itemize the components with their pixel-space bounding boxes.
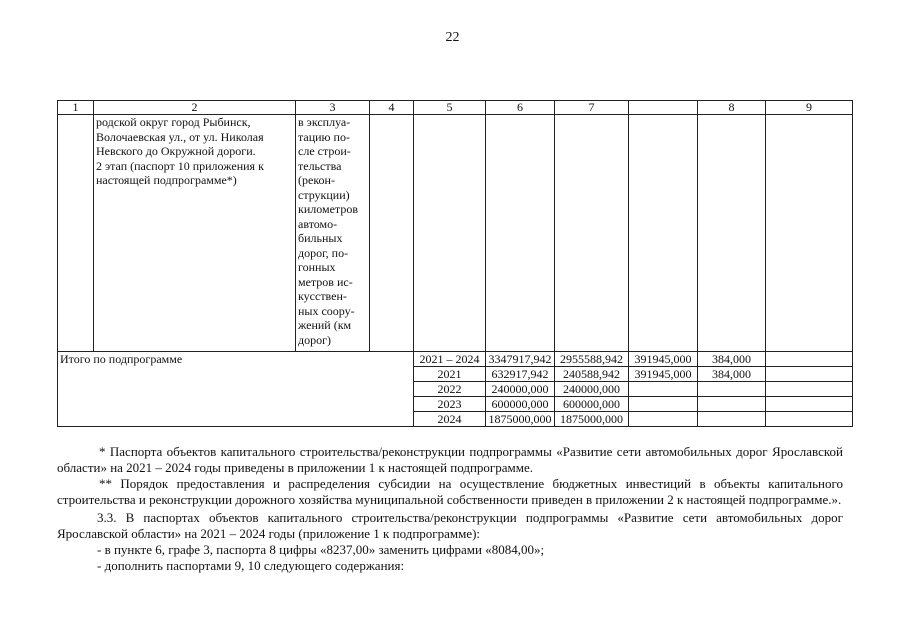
indicator-line: тельства: [298, 158, 342, 173]
table-row: [58, 115, 853, 352]
amount-cell: 1875000,000: [486, 412, 555, 427]
object-description-line: родской округ город Рыбинск,: [96, 115, 251, 129]
total-label: Итого по подпрограмме: [58, 352, 414, 427]
indicator-description: [296, 115, 370, 352]
indicator-line: жений (км: [298, 318, 352, 332]
indicator-line: сле строи-: [298, 144, 351, 158]
amount-cell: 240000,000: [486, 382, 555, 397]
table-header-row: [58, 101, 853, 115]
amount-cell: [629, 382, 698, 397]
indicator-line: струкции): [298, 187, 350, 202]
amount-cell: 384,000: [698, 352, 766, 367]
indicator-line: дорог): [298, 332, 332, 347]
page-number: 22: [445, 30, 460, 45]
object-description-line: Невского до Окружной дороги.: [96, 144, 256, 158]
amount-cell: 632917,942: [486, 367, 555, 382]
total-row: [58, 352, 853, 367]
amount-cell: [766, 382, 853, 397]
indicator-line: ных соору-: [298, 303, 355, 318]
amount-cell: [629, 397, 698, 412]
subprogram-table: [57, 100, 853, 427]
object-description-line: настоящей подпрограмме*): [96, 173, 237, 187]
amount-cell: [698, 382, 766, 397]
amount-cell: [766, 367, 853, 382]
list-item-2: - дополнить паспортами 9, 10 следующего содержания:: [97, 558, 405, 573]
section-3-3: 3.3. В паспортах объектов капитального строительства/реконструкции подпрограммы «Развитие сети автомобильных дорог Ярославской области» на 2021 – 2024 годы (приложение 1 к подпрограмме):: [57, 510, 843, 541]
indicator-line: дорог, по-: [298, 245, 349, 260]
amount-cell: 391945,000: [629, 367, 698, 382]
indicator-line: метров ис-: [298, 274, 353, 289]
header-cell: 2: [94, 101, 296, 115]
indicator-line: автомо-: [298, 216, 338, 231]
period-cell: 2022: [414, 382, 486, 397]
period-cell: 2024: [414, 412, 486, 427]
object-description-line: 2 этап (паспорт 10 приложения к: [96, 158, 264, 173]
amount-cell: [698, 397, 766, 412]
amount-cell: 600000,000: [486, 397, 555, 412]
amount-cell: 2955588,942: [555, 352, 629, 367]
amount-cell: 240588,942: [555, 367, 629, 382]
header-cell: 1: [58, 101, 94, 115]
indicator-line: тацию по-: [298, 129, 350, 144]
document-text: [57, 444, 843, 574]
amount-cell: 384,000: [698, 367, 766, 382]
header-cell: 8: [698, 101, 766, 115]
indicator-line: в эксплуа-: [298, 115, 351, 129]
list-item-1: - в пункте 6, графе 3, паспорта 8 цифры «8237,00» заменить цифрами «8084,00»;: [97, 542, 545, 557]
header-cell: [629, 101, 698, 115]
indicator-line: (рекон-: [298, 173, 335, 187]
amount-cell: 240000,000: [555, 382, 629, 397]
header-cell: 3: [296, 101, 370, 115]
amount-cell: [766, 412, 853, 427]
footnote-1: * Паспорта объектов капитального строительства/реконструкции подпрограммы «Развитие сети автомобильных дорог Ярославской области» на 2021 – 2024 годы приведены в приложении 1 к настоящей подпрограмме.: [57, 444, 843, 475]
period-cell: 2021 – 2024: [414, 352, 486, 367]
header-cell: 7: [555, 101, 629, 115]
amount-cell: [698, 412, 766, 427]
header-cell: 4: [370, 101, 414, 115]
amount-cell: 1875000,000: [555, 412, 629, 427]
indicator-line: бильных: [298, 231, 343, 245]
amount-cell: 3347917,942: [486, 352, 555, 367]
amount-cell: 600000,000: [555, 397, 629, 412]
header-cell: 6: [486, 101, 555, 115]
indicator-line: кусствен-: [298, 289, 347, 303]
header-cell: 9: [766, 101, 853, 115]
indicator-line: километров: [298, 202, 358, 216]
period-cell: 2021: [414, 367, 486, 382]
object-description-line: Волочаевская ул., от ул. Николая: [96, 129, 264, 144]
footnote-2: ** Порядок предоставления и распределения субсидии на осуществление бюджетных инвестиций в объекты капитального строительства и реконструкции дорожного хозяйства муниципальной собственности приведен в приложении 2 к настоящей подпрограмме.».: [57, 476, 843, 507]
object-description: [94, 115, 296, 352]
amount-cell: [766, 352, 853, 367]
amount-cell: [629, 412, 698, 427]
amount-cell: [766, 397, 853, 412]
period-cell: 2023: [414, 397, 486, 412]
indicator-line: гонных: [298, 260, 336, 274]
header-cell: 5: [414, 101, 486, 115]
amount-cell: 391945,000: [629, 352, 698, 367]
